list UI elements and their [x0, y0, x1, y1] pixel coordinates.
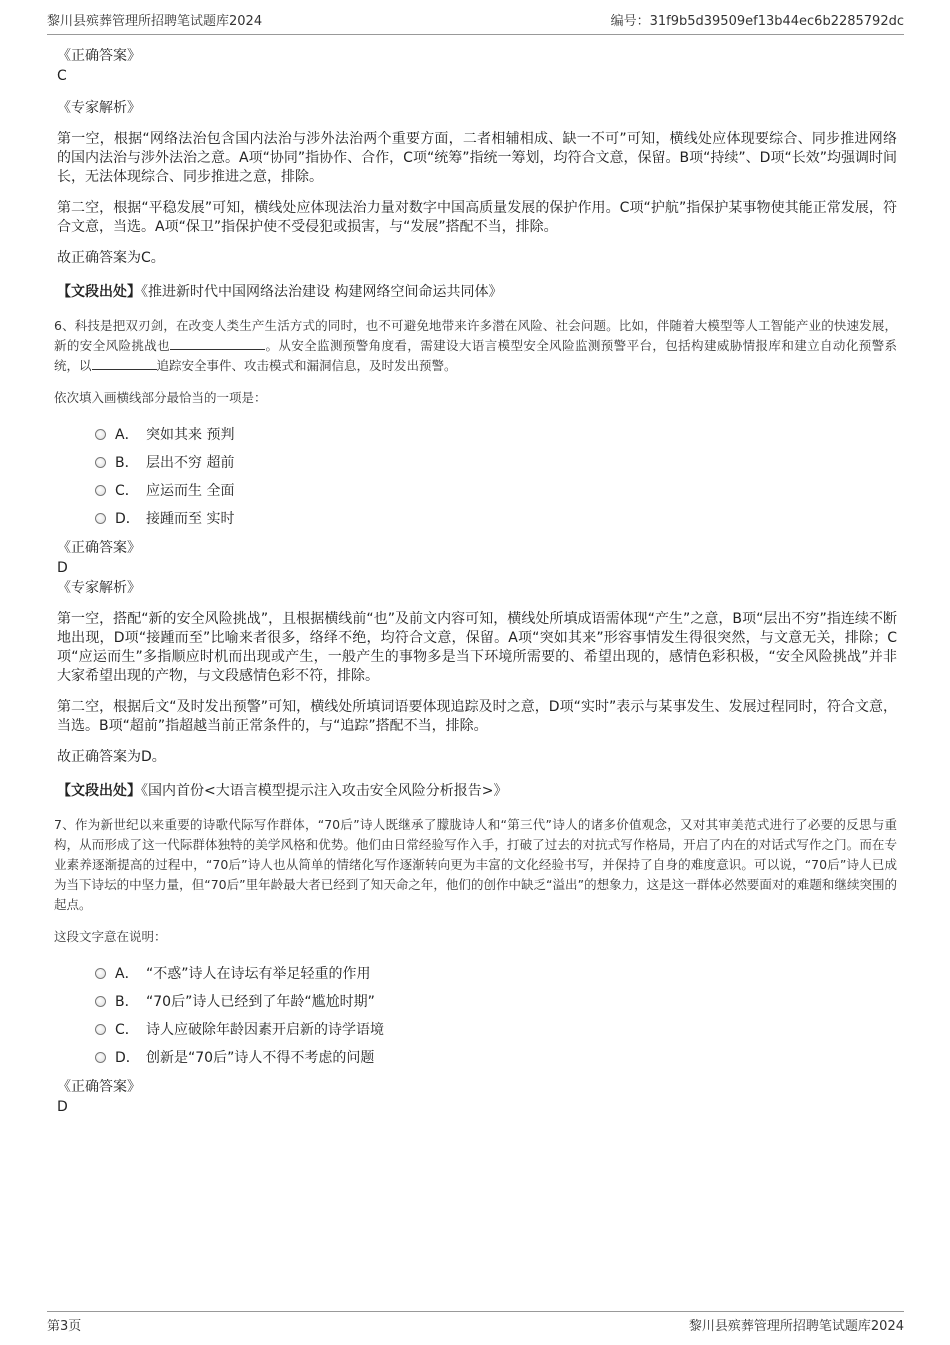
option-list: [95, 420, 897, 532]
footer-title: 黎川县殡葬管理所招聘笔试题库2024: [688, 1318, 904, 1334]
page-content: [54, 46, 897, 1117]
radio-icon[interactable]: [95, 457, 106, 468]
analysis-paragraph: 第一空，搭配“新的安全风险挑战”，且根据横线前“也”及前文内容可知，横线处所填成语需体现“产生”之意，B项“层出不穷”指连续不断地出现，D项“接踵而至”比喻来者很多，络绎不绝，均符合文意，保留。A项“突如其来”形容事情发生得很突然，与文意无关，排除；C项“应运而生”多指顺应时机而出现或产生，一般产生的事物多是当下环境所需要的、希望出现的，感情色彩积极，“安全风险挑战”并非大家希望出现的产物，与文段感情色彩不符，排除。: [57, 611, 897, 684]
radio-icon[interactable]: [95, 968, 106, 979]
correct-answer-value: C: [57, 68, 67, 84]
option-letter: A．: [115, 966, 139, 982]
option-letter: B．: [115, 455, 139, 471]
correct-answer-label: 《正确答案》: [57, 48, 141, 64]
question-text-part: 。从安全监测预警角度看，需建设大语言模型安全风险监测预警平台，包括构建威胁情报库和建立自动化预警系统，以: [54, 338, 897, 373]
radio-icon[interactable]: [95, 1024, 106, 1035]
option-a[interactable]: [95, 959, 897, 987]
option-text: 层出不穷 超前: [146, 455, 235, 471]
answer-blank: [92, 356, 157, 370]
option-text: “70后”诗人已经到了年龄“尴尬时期”: [146, 994, 375, 1010]
option-a[interactable]: [95, 420, 897, 448]
correct-answer-value: D: [57, 560, 68, 576]
correct-answer-label: 《正确答案》: [57, 540, 141, 556]
source-tag: 【文段出处】: [57, 284, 141, 300]
source-title: 《国内首份<大语言模型提示注入攻击安全风险分析报告>》: [141, 783, 508, 799]
analysis-label: 《专家解析》: [57, 100, 141, 116]
option-c[interactable]: [95, 476, 897, 504]
option-b[interactable]: [95, 448, 897, 476]
answer-blank: [170, 336, 265, 350]
source-title: 《推进新时代中国网络法治建设 构建网络空间命运共同体》: [141, 284, 503, 300]
question-prompt: 依次填入画横线部分最恰当的一项是：: [54, 390, 267, 405]
source-line: [57, 781, 897, 801]
analysis-paragraph: 第一空，根据“网络法治包含国内法治与涉外法治两个重要方面，二者相辅相成、缺一不可”可知，横线处应体现要综合、同步推进网络的国内法治与涉外法治之意。A项“协同”指协作、合作，C项“统筹”指统一筹划，均符合文意，保留。B项“持续”、D项“长效”均强调时间长，无法体现综合、同步推进之意，排除。: [57, 131, 897, 185]
page-header: [47, 10, 904, 35]
radio-icon[interactable]: [95, 513, 106, 524]
analysis-paragraph: 第二空，根据后文“及时发出预警”可知，横线处所填词语要体现追踪及时之意，D项“实时”表示与某事发生、发展过程同时，符合文意，当选。B项“超前”指超越当前正常条件的，与“追踪”搭配不当，排除。: [57, 699, 897, 734]
question-6-text: [54, 316, 897, 376]
option-text: 突如其来 预判: [146, 427, 235, 443]
question-text-part: 6、科技是把双刃剑，在改变人类生产生活方式的同时，也不可避免地带来许多潜在风险、社会问题。比如，伴随着大模型等人工智能产业的快速发展，新的安全风险挑战也: [54, 318, 897, 353]
question-prompt: 这段文字意在说明：: [54, 929, 167, 944]
option-letter: A．: [115, 427, 139, 443]
option-c[interactable]: [95, 1015, 897, 1043]
option-text: “不惑”诗人在诗坛有举足轻重的作用: [146, 966, 371, 982]
option-letter: D．: [115, 511, 140, 527]
question-text-part: 追踪安全事件、攻击模式和漏洞信息，及时发出预警。: [156, 358, 457, 373]
option-letter: B．: [115, 994, 139, 1010]
option-letter: D．: [115, 1050, 140, 1066]
option-list: [95, 959, 897, 1071]
option-b[interactable]: [95, 987, 897, 1015]
radio-icon[interactable]: [95, 485, 106, 496]
question-7-text: 7、作为新世纪以来重要的诗歌代际写作群体，“70后”诗人既继承了朦胧诗人和“第三代”诗人的诸多价值观念，又对其审美范式进行了必要的反思与重构，从而形成了这一代际群体独特的美学风格和优势。他们由日常经验写作入手，打破了过去的对抗式写作格局，开启了内在的对话式写作之门。而在专业素养逐渐提高的过程中，“70后”诗人也从简单的情绪化写作逐渐转向更为丰富的文化经验书写，并保持了自身的难度意识。可以说，“70后”诗人已成为当下诗坛的中坚力量，但“70后”里年龄最大者已经到了知天命之年，他们的创作中缺乏“溢出”的想象力，这是这一群体必然要面对的难题和继续突围的起点。: [54, 817, 897, 912]
correct-answer-value: D: [57, 1099, 68, 1115]
radio-icon[interactable]: [95, 1052, 106, 1063]
radio-icon[interactable]: [95, 429, 106, 440]
option-d[interactable]: [95, 1043, 897, 1071]
option-text: 接踵而至 实时: [146, 511, 235, 527]
page-number: 第3页: [47, 1318, 82, 1334]
radio-icon[interactable]: [95, 996, 106, 1007]
source-line: [57, 282, 897, 302]
header-title: 黎川县殡葬管理所招聘笔试题库2024: [47, 14, 263, 29]
analysis-paragraph: 第二空，根据“平稳发展”可知，横线处应体现法治力量对数字中国高质量发展的保护作用。C项“护航”指保护某事物使其能正常发展，符合文意，当选。A项“保卫”指保护使不受侵犯或损害，与“发展”搭配不当，排除。: [57, 200, 897, 235]
correct-answer-label: 《正确答案》: [57, 1079, 141, 1095]
analysis-conclusion: 故正确答案为C。: [57, 250, 165, 266]
option-text: 诗人应破除年龄因素开启新的诗学语境: [146, 1022, 384, 1038]
page-footer: [47, 1311, 904, 1336]
option-letter: C．: [115, 1022, 139, 1038]
analysis-label: 《专家解析》: [57, 580, 141, 596]
option-letter: C．: [115, 483, 139, 499]
source-tag: 【文段出处】: [57, 783, 141, 799]
option-text: 创新是“70后”诗人不得不考虑的问题: [146, 1050, 375, 1066]
analysis-conclusion: 故正确答案为D。: [57, 749, 166, 765]
header-serial: 编号：31f9b5d39509ef13b44ec6b2285792dc: [610, 14, 904, 29]
option-text: 应运而生 全面: [146, 483, 235, 499]
option-d[interactable]: [95, 504, 897, 532]
